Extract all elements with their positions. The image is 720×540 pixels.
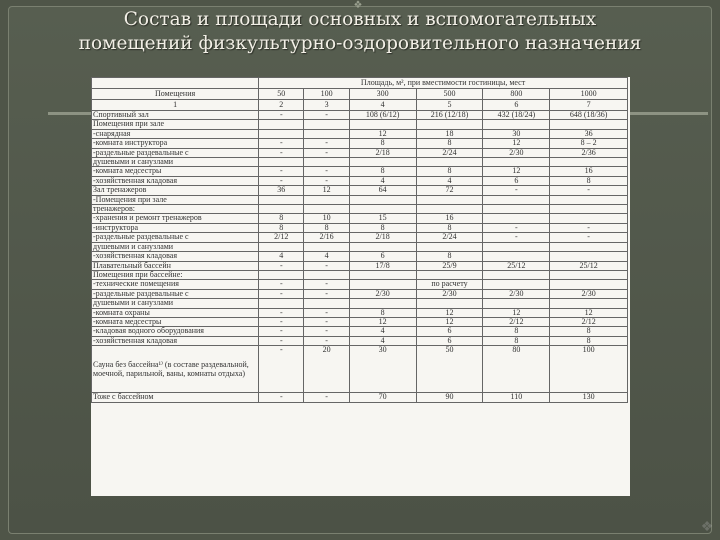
cell-value: - bbox=[304, 327, 349, 336]
cell-value: 6 bbox=[349, 252, 416, 261]
header-room-blank bbox=[92, 78, 259, 89]
table-row bbox=[92, 317, 628, 326]
row-name: Спортивный зал bbox=[92, 111, 259, 120]
row-name: -снарядная bbox=[92, 129, 259, 138]
cell-value bbox=[349, 242, 416, 251]
cell-value: 12 bbox=[550, 308, 628, 317]
cell-value: 12 bbox=[483, 167, 550, 176]
header-row-numbers bbox=[92, 100, 628, 111]
row-name: -хранения и ремонт тренажеров bbox=[92, 214, 259, 223]
table-row bbox=[92, 242, 628, 251]
header-capacity: 300 bbox=[349, 89, 416, 100]
cell-value: 2/18 bbox=[349, 148, 416, 157]
cell-value: - bbox=[304, 393, 349, 402]
cell-value bbox=[259, 195, 304, 204]
header-group: Площадь, м², при вместимости гостиницы, мест bbox=[259, 78, 628, 89]
cell-value bbox=[483, 299, 550, 308]
cell-value: 12 bbox=[416, 308, 483, 317]
cell-value bbox=[550, 158, 628, 167]
cell-value: - bbox=[259, 393, 304, 402]
row-name: -Помещения при зале bbox=[92, 195, 259, 204]
cell-value: - bbox=[304, 111, 349, 120]
cell-value: 25/12 bbox=[550, 261, 628, 270]
cell-value: 30 bbox=[483, 129, 550, 138]
cell-value: 8 bbox=[349, 223, 416, 232]
row-name: тренажеров: bbox=[92, 205, 259, 214]
cell-value: 8 bbox=[259, 223, 304, 232]
cell-value: - bbox=[259, 176, 304, 185]
cell-value bbox=[416, 242, 483, 251]
cell-value: - bbox=[304, 176, 349, 185]
cell-value bbox=[550, 270, 628, 279]
cell-value bbox=[304, 299, 349, 308]
cell-value: 8 bbox=[349, 308, 416, 317]
cell-value bbox=[349, 299, 416, 308]
row-name: -кладовая водного оборудования bbox=[92, 327, 259, 336]
cell-value: 4 bbox=[349, 336, 416, 345]
table-row bbox=[92, 158, 628, 167]
area-table bbox=[91, 77, 628, 403]
cell-value: - bbox=[259, 139, 304, 148]
cell-value: 2/18 bbox=[349, 233, 416, 242]
table-row bbox=[92, 120, 628, 129]
cell-value: 2/30 bbox=[550, 289, 628, 298]
cell-value bbox=[349, 270, 416, 279]
table-row bbox=[92, 176, 628, 185]
cell-value: 100 bbox=[550, 346, 628, 393]
table-row bbox=[92, 205, 628, 214]
header-row-2 bbox=[92, 89, 628, 100]
table-row bbox=[92, 223, 628, 232]
table-row bbox=[92, 233, 628, 242]
cell-value bbox=[483, 205, 550, 214]
slide-ornament-icon: ❖ bbox=[353, 0, 363, 11]
cell-value: по расчету bbox=[416, 280, 483, 289]
row-name: -раздельные раздевальные с bbox=[92, 233, 259, 242]
cell-value: 8 bbox=[550, 176, 628, 185]
cell-value bbox=[259, 205, 304, 214]
cell-value: 50 bbox=[416, 346, 483, 393]
cell-value: 25/12 bbox=[483, 261, 550, 270]
header-capacity: 800 bbox=[483, 89, 550, 100]
header-capacity: 1000 bbox=[550, 89, 628, 100]
cell-value: - bbox=[550, 186, 628, 195]
cell-value bbox=[304, 120, 349, 129]
row-name: -комната охраны bbox=[92, 308, 259, 317]
cell-value: 4 bbox=[349, 176, 416, 185]
table-row bbox=[92, 139, 628, 148]
cell-value: 16 bbox=[550, 167, 628, 176]
cell-value: 130 bbox=[550, 393, 628, 402]
cell-value: - bbox=[483, 233, 550, 242]
cell-value: 8 bbox=[483, 336, 550, 345]
table-row bbox=[92, 252, 628, 261]
cell-value: 4 bbox=[259, 252, 304, 261]
cell-value: - bbox=[304, 139, 349, 148]
table-row bbox=[92, 280, 628, 289]
cell-value: 12 bbox=[349, 317, 416, 326]
cell-value: 36 bbox=[550, 129, 628, 138]
cell-value bbox=[304, 158, 349, 167]
cell-value: 2/30 bbox=[349, 289, 416, 298]
row-name: Плавательный бассейн bbox=[92, 261, 259, 270]
cell-value: - bbox=[304, 167, 349, 176]
cell-value bbox=[550, 205, 628, 214]
cell-value bbox=[259, 299, 304, 308]
cell-value bbox=[259, 158, 304, 167]
row-name: душевыми и санузлами bbox=[92, 158, 259, 167]
cell-value: 30 bbox=[349, 346, 416, 393]
table-row bbox=[92, 129, 628, 138]
cell-value: 4 bbox=[416, 176, 483, 185]
cell-value bbox=[349, 280, 416, 289]
table-row bbox=[92, 308, 628, 317]
cell-value bbox=[550, 299, 628, 308]
cell-value: - bbox=[304, 336, 349, 345]
cell-value: 6 bbox=[416, 327, 483, 336]
table-row bbox=[92, 186, 628, 195]
row-name: Зал тренажеров bbox=[92, 186, 259, 195]
column-number: 1 bbox=[92, 100, 259, 111]
cell-value bbox=[304, 270, 349, 279]
row-name: Сауна без бассейна¹⁾ (в составе раздевальной, моечной, парильной, ваны, комнаты отдыха) bbox=[92, 346, 259, 393]
cell-value: 2/12 bbox=[550, 317, 628, 326]
table-row bbox=[92, 214, 628, 223]
table-row bbox=[92, 270, 628, 279]
row-name: -хозяйственная кладовая bbox=[92, 336, 259, 345]
cell-value: 2/12 bbox=[259, 233, 304, 242]
cell-value: - bbox=[259, 289, 304, 298]
row-name: -комната медсестры bbox=[92, 167, 259, 176]
cell-value bbox=[349, 120, 416, 129]
cell-value: - bbox=[259, 167, 304, 176]
cell-value: - bbox=[259, 261, 304, 270]
cell-value: - bbox=[304, 308, 349, 317]
header-row-1 bbox=[92, 78, 628, 89]
cell-value bbox=[550, 252, 628, 261]
cell-value: 10 bbox=[304, 214, 349, 223]
cell-value: 2/36 bbox=[550, 148, 628, 157]
cell-value: - bbox=[304, 317, 349, 326]
cell-value: 8 bbox=[483, 327, 550, 336]
table-row bbox=[92, 289, 628, 298]
header-capacity: 50 bbox=[259, 89, 304, 100]
column-number: 2 bbox=[259, 100, 304, 111]
cell-value: 8 bbox=[349, 167, 416, 176]
cell-value: 8 bbox=[416, 139, 483, 148]
table-row bbox=[92, 261, 628, 270]
cell-value: 72 bbox=[416, 186, 483, 195]
cell-value: 2/24 bbox=[416, 148, 483, 157]
cell-value: - bbox=[550, 223, 628, 232]
cell-value: 8 bbox=[550, 336, 628, 345]
row-name: Тоже с бассейном bbox=[92, 393, 259, 402]
cell-value: 4 bbox=[304, 252, 349, 261]
cell-value bbox=[416, 158, 483, 167]
table-row bbox=[92, 195, 628, 204]
cell-value: 36 bbox=[259, 186, 304, 195]
cell-value: - bbox=[304, 289, 349, 298]
cell-value: 2/30 bbox=[483, 289, 550, 298]
cell-value bbox=[416, 270, 483, 279]
table-row bbox=[92, 148, 628, 157]
cell-value: 4 bbox=[349, 327, 416, 336]
cell-value bbox=[259, 120, 304, 129]
cell-value: - bbox=[259, 317, 304, 326]
header-capacity: 500 bbox=[416, 89, 483, 100]
cell-value bbox=[550, 242, 628, 251]
cell-value bbox=[483, 214, 550, 223]
row-name: Помещения при зале bbox=[92, 120, 259, 129]
cell-value: 17/8 bbox=[349, 261, 416, 270]
cell-value: 2/24 bbox=[416, 233, 483, 242]
cell-value: 18 bbox=[416, 129, 483, 138]
cell-value bbox=[304, 242, 349, 251]
cell-value: - bbox=[550, 233, 628, 242]
cell-value: 20 bbox=[304, 346, 349, 393]
cell-value: - bbox=[259, 308, 304, 317]
cell-value: - bbox=[304, 148, 349, 157]
cell-value: 90 bbox=[416, 393, 483, 402]
cell-value bbox=[550, 280, 628, 289]
cell-value: 25/9 bbox=[416, 261, 483, 270]
row-name: -технические помещения bbox=[92, 280, 259, 289]
cell-value bbox=[259, 129, 304, 138]
cell-value bbox=[483, 158, 550, 167]
cell-value bbox=[259, 270, 304, 279]
cell-value: 8 bbox=[416, 167, 483, 176]
row-name: душевыми и санузлами bbox=[92, 242, 259, 251]
cell-value bbox=[483, 252, 550, 261]
cell-value: 16 bbox=[416, 214, 483, 223]
cell-value: 8 bbox=[416, 223, 483, 232]
table-image bbox=[91, 77, 630, 496]
cell-value: 216 (12/18) bbox=[416, 111, 483, 120]
cell-value: 12 bbox=[304, 186, 349, 195]
cell-value: - bbox=[483, 186, 550, 195]
cell-value: - bbox=[259, 336, 304, 345]
cell-value: 64 bbox=[349, 186, 416, 195]
row-name: Помещения при бассейне: bbox=[92, 270, 259, 279]
column-number: 3 bbox=[304, 100, 349, 111]
cell-value bbox=[550, 195, 628, 204]
cell-value: 15 bbox=[349, 214, 416, 223]
slide-corner-ornament-icon: ❖ bbox=[700, 519, 714, 535]
cell-value bbox=[416, 120, 483, 129]
table-row bbox=[92, 167, 628, 176]
cell-value bbox=[483, 270, 550, 279]
cell-value: - bbox=[259, 346, 304, 393]
cell-value: 8 bbox=[259, 214, 304, 223]
cell-value bbox=[349, 158, 416, 167]
cell-value bbox=[416, 195, 483, 204]
cell-value: 2/30 bbox=[483, 148, 550, 157]
cell-value bbox=[259, 242, 304, 251]
table-row-last bbox=[92, 393, 628, 402]
cell-value bbox=[483, 120, 550, 129]
cell-value: - bbox=[259, 148, 304, 157]
row-name: -хозяйственная кладовая bbox=[92, 252, 259, 261]
cell-value bbox=[304, 129, 349, 138]
slide-title bbox=[0, 8, 720, 56]
row-name: -раздельные раздевальные с bbox=[92, 289, 259, 298]
cell-value: - bbox=[304, 261, 349, 270]
cell-value: 8 bbox=[550, 327, 628, 336]
cell-value: 8 bbox=[349, 139, 416, 148]
row-name: -комната медсестры bbox=[92, 317, 259, 326]
cell-value: 8 bbox=[304, 223, 349, 232]
cell-value bbox=[416, 205, 483, 214]
row-name: душевыми и санузлами bbox=[92, 299, 259, 308]
cell-value bbox=[304, 195, 349, 204]
cell-value: 6 bbox=[483, 176, 550, 185]
cell-value: 648 (18/36) bbox=[550, 111, 628, 120]
column-number: 4 bbox=[349, 100, 416, 111]
header-capacity: 100 bbox=[304, 89, 349, 100]
table-row bbox=[92, 111, 628, 120]
cell-value: 12 bbox=[416, 317, 483, 326]
table-row bbox=[92, 299, 628, 308]
cell-value bbox=[349, 195, 416, 204]
cell-value: - bbox=[304, 280, 349, 289]
cell-value: 2/16 bbox=[304, 233, 349, 242]
table-row-sauna bbox=[92, 346, 628, 393]
cell-value: 108 (6/12) bbox=[349, 111, 416, 120]
table-row bbox=[92, 336, 628, 345]
cell-value: - bbox=[259, 280, 304, 289]
table-row bbox=[92, 327, 628, 336]
cell-value bbox=[483, 280, 550, 289]
cell-value bbox=[550, 214, 628, 223]
header-room: Помещения bbox=[92, 89, 259, 100]
row-name: -раздельные раздевальные с bbox=[92, 148, 259, 157]
cell-value bbox=[349, 205, 416, 214]
cell-value: 110 bbox=[483, 393, 550, 402]
title-line-1: Состав и площади основных и вспомогательных bbox=[123, 9, 597, 30]
column-number: 6 bbox=[483, 100, 550, 111]
cell-value bbox=[550, 120, 628, 129]
cell-value: 2/12 bbox=[483, 317, 550, 326]
row-name: -комната инструктора bbox=[92, 139, 259, 148]
cell-value bbox=[416, 299, 483, 308]
cell-value: 80 bbox=[483, 346, 550, 393]
cell-value bbox=[304, 205, 349, 214]
cell-value: 6 bbox=[416, 336, 483, 345]
cell-value: 2/30 bbox=[416, 289, 483, 298]
cell-value: 12 bbox=[349, 129, 416, 138]
cell-value: 12 bbox=[483, 139, 550, 148]
cell-value bbox=[483, 242, 550, 251]
row-name: -хозяйственная кладовая bbox=[92, 176, 259, 185]
cell-value: - bbox=[259, 111, 304, 120]
cell-value: 8 – 2 bbox=[550, 139, 628, 148]
cell-value: - bbox=[483, 223, 550, 232]
cell-value: 8 bbox=[416, 252, 483, 261]
column-number: 7 bbox=[550, 100, 628, 111]
cell-value bbox=[483, 195, 550, 204]
cell-value: 70 bbox=[349, 393, 416, 402]
cell-value: 12 bbox=[483, 308, 550, 317]
column-number: 5 bbox=[416, 100, 483, 111]
title-line-2: помещений физкультурно-оздоровительного назначения bbox=[78, 33, 642, 54]
row-name: -инструктора bbox=[92, 223, 259, 232]
cell-value: 432 (18/24) bbox=[483, 111, 550, 120]
cell-value: - bbox=[259, 327, 304, 336]
